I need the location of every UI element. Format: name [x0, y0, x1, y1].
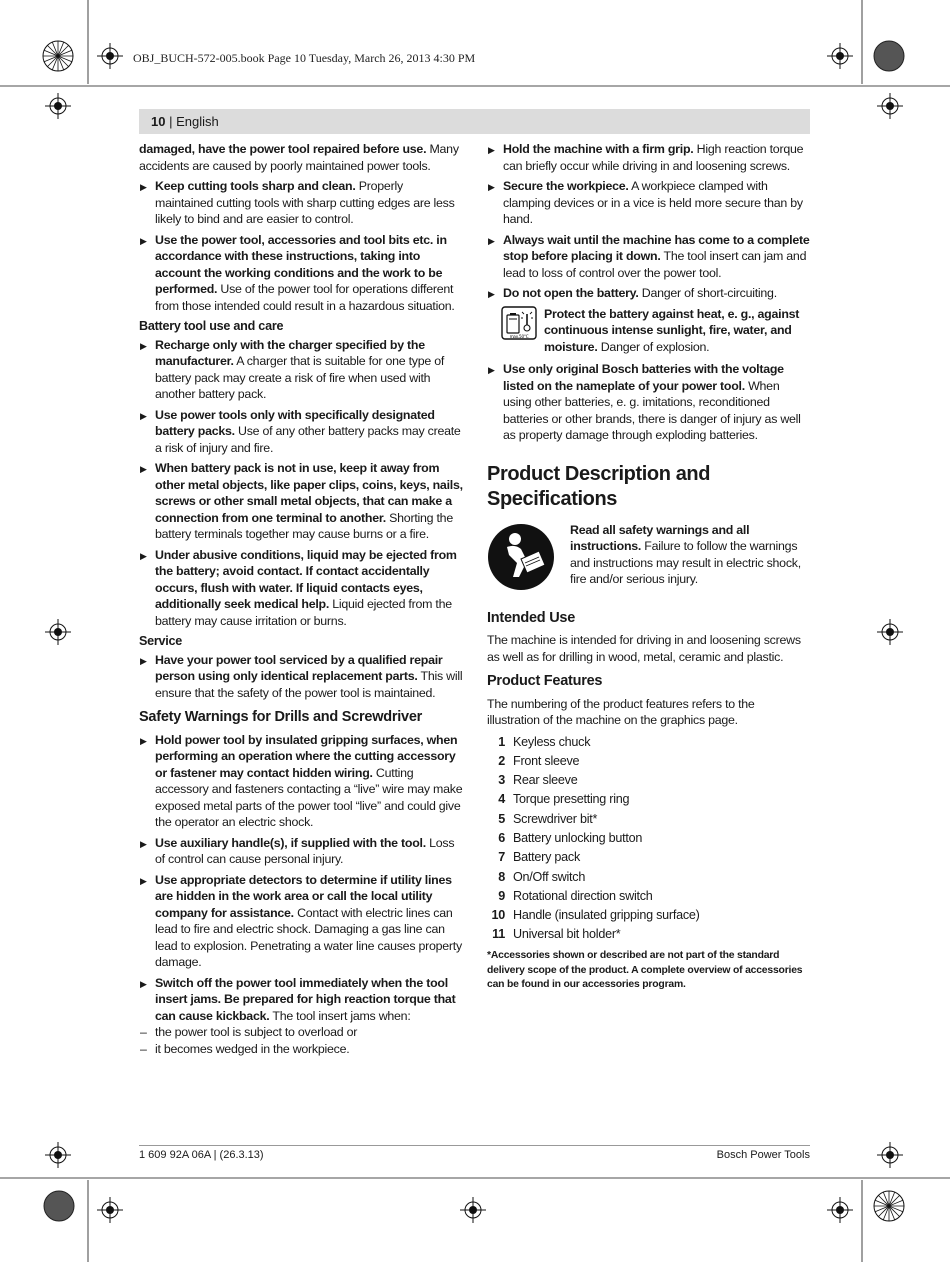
header-language: English [176, 114, 219, 129]
list-item: 6 Battery unlocking button [498, 830, 643, 845]
svg-text:max.50°C: max.50°C [509, 333, 529, 339]
list-item: ▶ Under abusive conditions, liquid may be ejected from the battery; avoid contact. If contact accidentally occurs, flush with water. If liquid contacts eyes, additionally seek medical help. Liquid ejected from the battery may cause irritation or burns. [139, 547, 464, 630]
list-item: ▶ Use the power tool, accessories and tool bits etc. in accordance with these instructions, taking into account the working conditions and the work to be performed. Use of the power tool for operations different from those intended could result in a hazardous situation. [139, 232, 464, 315]
list-item: 9 Rotational direction switch [498, 888, 653, 903]
read-manual-icon [487, 523, 555, 591]
section-heading-drills: Safety Warnings for Drills and Screwdriver [139, 709, 423, 725]
list-item: 3 Rear sleeve [498, 773, 578, 788]
list-item: ▶ Use appropriate detectors to determine if utility lines are hidden in the work area or call the local utility company for assistance. Contact with electric lines can lead to fire and electric shock. Damaging a gas line can lead to explosion. Penetrating a water line causes property damage. [139, 872, 464, 971]
list-item: ▶ Hold power tool by insulated gripping surfaces, when performing an operation where the cutting accessory or fastener may contact hidden wiring. Cutting accessory and fasteners contacting a “live” wire may make exposed metal parts of the power tool “live” and could give the operator an electric shock. [139, 732, 464, 831]
footer-brand: Bosch Power Tools [716, 1149, 810, 1161]
list-item: ▶ Use auxiliary handle(s), if supplied with the tool. Loss of control can cause personal injury. [139, 835, 464, 868]
list-item: 5 Screwdriver bit* [498, 811, 598, 826]
header-separator: | [165, 114, 177, 129]
list-item: ▶ Have your power tool serviced by a qualified repair person using only identical replacement parts. This will ensure that the safety of the power tool is maintained. [139, 652, 464, 702]
dash-item: – the power tool is subject to overload or [140, 1025, 358, 1039]
list-item: ▶ Use power tools only with specifically designated battery packs. Use of any other battery packs may create a risk of injury and fire. [139, 407, 464, 457]
features-list [487, 733, 810, 945]
list-item: ▶ Use only original Bosch batteries with the voltage listed on the nameplate of your power tool. When using other batteries, e. g. imitations, reconditioned batteries or other brands, there is danger of injury as well as property damage through exploding batteries. [487, 361, 810, 444]
section-heading-service: Service [139, 634, 183, 648]
list-item: ▶ Hold the machine with a firm grip. High reaction torque can briefly occur while driving in and loosening screws. [487, 141, 810, 174]
list-item: ▶ Switch off the power tool immediately when the tool insert jams. Be prepared for high reaction torque that can cause kickback. The tool insert jams when: [139, 975, 464, 1025]
section-heading-features: Product Features [487, 673, 603, 689]
read-manual-block: Read all safety warnings and all instructions. Failure to follow the warnings and instructions may result in electric shock, fire and/or serious injury. [487, 522, 810, 592]
page-header [139, 109, 810, 134]
left-column [139, 141, 464, 1057]
list-item: 1 Keyless chuck [498, 734, 591, 749]
heat-warning: max.50°C Protect the battery against heat, e. g., against continuous intense sunlight, fire, water, and moisture. Danger of explosion. [487, 306, 810, 356]
features-intro: The numbering of the product features refers to the illustration of the machine on the graphics page. [487, 696, 755, 727]
list-item: 4 Torque presetting ring [498, 792, 630, 807]
section-heading-product: Product Description and Specifications [487, 462, 711, 510]
section-heading-battery: Battery tool use and care [139, 319, 284, 333]
list-item: ▶ Do not open the battery. Danger of short-circuiting. [487, 285, 810, 302]
intro-paragraph: damaged, have the power tool repaired before use. Many accidents are caused by poorly maintained power tools. [139, 142, 459, 173]
print-info: OBJ_BUCH-572-005.book Page 10 Tuesday, March 26, 2013 4:30 PM [133, 51, 476, 65]
dash-item: – it becomes wedged in the workpiece. [140, 1041, 350, 1056]
list-item: ▶ Recharge only with the charger specified by the manufacturer. A charger that is suitable for one type of battery pack may create a risk of fire when used with another battery pack. [139, 337, 464, 403]
footer-doc-number: 1 609 92A 06A | (26.3.13) [139, 1149, 264, 1161]
page-number: 10 [151, 114, 166, 129]
list-item: 10 Handle (insulated gripping surface) [491, 908, 700, 923]
footer-divider [139, 1145, 810, 1146]
list-item: ▶ Secure the workpiece. A workpiece clamped with clamping devices or in a vice is held more secure than by hand. [487, 178, 810, 228]
accessories-footnote: *Accessories shown or described are not part of the standard delivery scope of the product. A complete overview of accessories can be found in our accessories program. [487, 949, 803, 991]
list-item: 8 On/Off switch [498, 869, 586, 884]
list-item: ▶ Always wait until the machine has come to a complete stop before placing it down. The tool insert can jam and lead to loss of control over the power tool. [487, 232, 810, 282]
list-item: 2 Front sleeve [498, 753, 580, 768]
right-column [487, 141, 810, 993]
list-item: ▶ When battery pack is not in use, keep it away from other metal objects, like paper clips, coins, keys, nails, screws or other small metal objects, that can make a connection from one terminal to another. Shorting the battery terminals together may cause burns or a fire. [139, 460, 464, 543]
intended-use-text: The machine is intended for driving in and loosening screws as well as for drilling in wood, metal, ceramic and plastic. [487, 633, 801, 664]
list-item: ▶ Keep cutting tools sharp and clean. Properly maintained cutting tools with sharp cutting edges are less likely to bind and are easier to control. [139, 178, 464, 228]
section-heading-intended-use: Intended Use [487, 609, 576, 626]
battery-heat-icon [501, 306, 537, 340]
list-item: 11 Universal bit holder* [492, 927, 621, 942]
list-item: 7 Battery pack [498, 850, 580, 865]
